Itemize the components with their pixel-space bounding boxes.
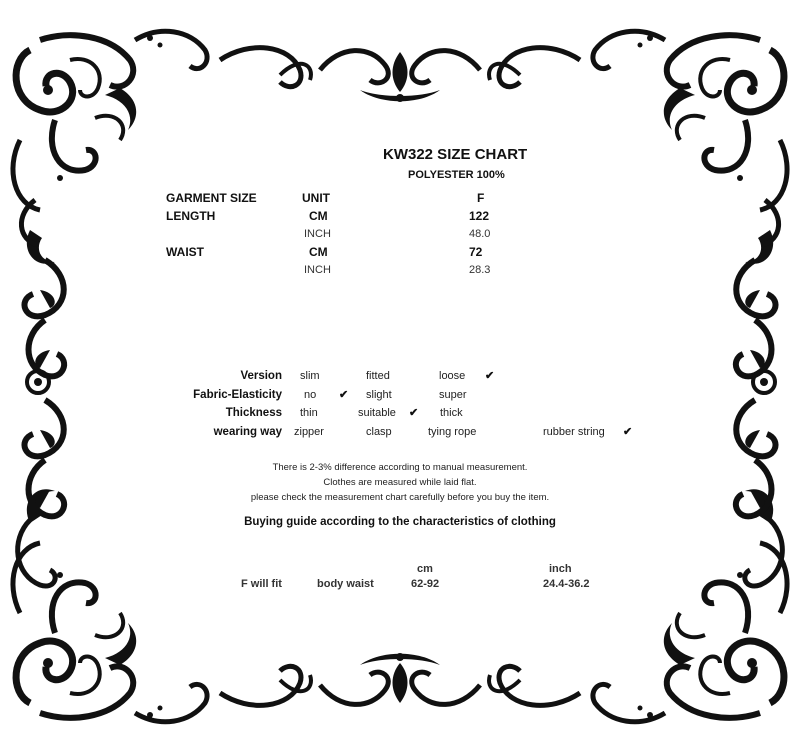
row-unit-length-cm: CM — [309, 209, 328, 223]
size-header: F — [477, 191, 485, 205]
garment-size-header: GARMENT SIZE — [166, 191, 257, 205]
row-name-waist: WAIST — [166, 245, 204, 259]
row-unit-waist-inch: INCH — [304, 264, 331, 276]
wearing-option-rubber-string: rubber string — [543, 426, 605, 438]
material-label: POLYESTER 100% — [408, 169, 505, 181]
thickness-option-thin: thin — [300, 407, 318, 419]
elasticity-check-icon: ✔ — [339, 389, 349, 401]
guide-cm-header: cm — [417, 563, 433, 575]
note-line-3: please check the measurement chart carefully before you buy the item. — [250, 492, 550, 503]
wearing-option-tying-rope: tying rope — [428, 426, 477, 438]
guide-cm-range: 62-92 — [411, 578, 440, 590]
wearing-option-zipper: zipper — [294, 426, 324, 438]
version-check-icon: ✔ — [485, 370, 495, 382]
row-value-length-inch: 48.0 — [469, 228, 491, 240]
wearing-option-clasp: clasp — [366, 426, 392, 438]
row-value-length-cm: 122 — [469, 209, 490, 223]
version-option-loose: loose — [439, 370, 466, 382]
row-name-length: LENGTH — [166, 209, 216, 223]
elasticity-option-super: super — [439, 389, 467, 401]
version-option-slim: slim — [300, 370, 320, 382]
guide-fit-label: F will fit — [241, 578, 282, 590]
version-label: Version — [240, 370, 282, 382]
guide-inch-header: inch — [549, 563, 572, 575]
elasticity-option-no: no — [304, 389, 317, 401]
row-unit-waist-cm: CM — [309, 245, 328, 259]
note-line-1: There is 2-3% difference according to manual measurement. — [272, 462, 528, 473]
thickness-option-suitable: suitable — [358, 407, 396, 419]
thickness-label: Thickness — [225, 407, 282, 419]
version-option-fitted: fitted — [366, 370, 390, 382]
elasticity-label: Fabric-Elasticity — [193, 389, 282, 401]
row-unit-length-inch: INCH — [304, 228, 331, 240]
row-value-waist-inch: 28.3 — [469, 264, 491, 276]
guide-inch-range: 24.4-36.2 — [543, 578, 590, 590]
guide-measure-label: body waist — [317, 578, 374, 590]
unit-header: UNIT — [302, 191, 330, 205]
wearing-way-label: wearing way — [213, 426, 282, 438]
buying-guide-title: Buying guide according to the characteristics of clothing — [244, 516, 556, 528]
thickness-option-thick: thick — [440, 407, 463, 419]
note-line-2: Clothes are measured while laid flat. — [323, 477, 477, 488]
chart-title: KW322 SIZE CHART — [383, 146, 528, 163]
row-value-waist-cm: 72 — [469, 245, 483, 259]
elasticity-option-slight: slight — [366, 389, 392, 401]
wearing-check-icon: ✔ — [623, 426, 633, 438]
thickness-check-icon: ✔ — [409, 407, 419, 419]
